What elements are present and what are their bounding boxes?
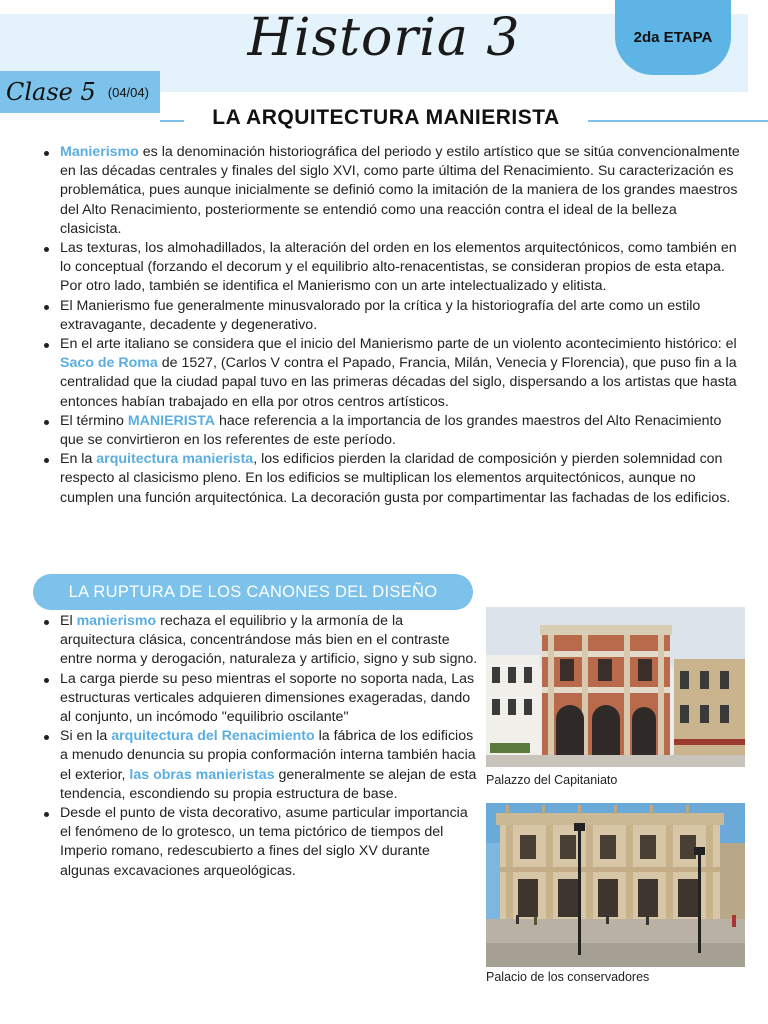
list-item: El manierismo rechaza el equilibrio y la armonía de la arquitectura clásica, concentrándose más bien en el contraste entre norma y derogación, naturaleza y artificio, signo y sub signo. <box>30 612 480 670</box>
title-rule-right <box>588 120 768 122</box>
highlight-term: manierismo <box>76 613 157 629</box>
intro-list <box>30 143 740 508</box>
page-title: Historia 3 <box>247 8 521 68</box>
rupture-list <box>30 612 480 881</box>
list-item: Manierismo es la denominación historiográfica del periodo y estilo artístico que se sitúa convencionalmente en las décadas centrales y finales del siglo XVI, como parte última del Renacimiento. Su caracterización es problemática, pues aunque inicialmente se definió como la imitación de la maniera de los grandes maestros del Alto Renacimiento, posteriormente se entendió como una reacción contra el ideal de la belleza clasicista. <box>30 143 740 239</box>
title-rule-left <box>160 120 184 122</box>
highlight-term: las obras manieristas <box>129 766 275 783</box>
main-title-row <box>0 106 768 136</box>
class-label: Clase 5 <box>6 78 96 106</box>
list-item: Las texturas, los almohadillados, la alteración del orden en los elementos arquitectónicos, como también en lo conceptual (forzando el decorum y el equilibrio alto-renacentistas, se consideran propios de esta etapa. Por otro lado, también se identifica el Manierismo con un arte intelectualizado y elitista. <box>30 239 740 297</box>
highlight-term: MANIERISTA <box>127 412 216 429</box>
list-item: El término MANIERISTA hace referencia a la importancia de los grandes maestros del Alto Renacimiento que se convirtieron en los referentes de este período. <box>30 412 740 450</box>
list-item: En el arte italiano se considera que el inicio del Manierismo parte de un violento acontecimiento histórico: el Saco de Roma de 1527, (Carlos V contra el Papado, Francia, Milán, Venecia y Florencia), que puso fin a la centralidad que la ciudad papal tuvo en las primeras décadas del siglo, dispersando a los artistas que hasta entonces habían trabajado en ella por otros centros artísticos. <box>30 335 740 412</box>
photo-caption: Palacio de los conservadores <box>486 970 650 984</box>
section-heading: LA RUPTURA DE LOS CANONES DEL DISEÑO <box>33 574 473 610</box>
palacio-conservadores-photo <box>486 803 745 967</box>
highlight-term: Saco de Roma <box>60 355 158 372</box>
list-item: El Manierismo fue generalmente minusvalorado por la crítica y la historiografía del arte como un estilo extravagante, decadente y degenerativo. <box>30 297 740 335</box>
highlight-term: Manierismo <box>60 144 139 160</box>
list-item: La carga pierde su peso mientras el soporte no soporta nada, Las estructuras verticales adquieren dimensiones exageradas, dando al conjunto, un incómodo "equilibrio oscilante" <box>30 670 480 728</box>
class-date: (04/04) <box>107 84 149 100</box>
list-item: Si en la arquitectura del Renacimiento la fábrica de los edificios a menudo denuncia su propia conformación interna también hacia el exterior, las obras manieristas generalmente se alejan de esta tendencia, escondiendo su propia estructura de base. <box>30 727 480 804</box>
list-item: Desde el punto de vista decorativo, asume particular importancia el fenómeno de lo grotesco, un tema pictórico de tiempos del Imperio romano, redescubierto a fines del siglo XV durante algunas excavaciones arqueológicas. <box>30 804 480 881</box>
highlight-term: arquitectura del Renacimiento <box>111 728 315 745</box>
stage-badge: 2da ETAPA <box>615 0 731 75</box>
list-item: En la arquitectura manierista, los edificios pierden la claridad de composición y pierden solemnidad con respecto al clasicismo pleno. En los edificios se multiplican los elementos arquitectónicos, aunque no cumplen una función arquitectónica. La decoración gusta por compartimentar las fachadas de los edificios. <box>30 450 740 508</box>
highlight-term: arquitectura manierista <box>96 451 254 468</box>
photo-caption: Palazzo del Capitaniato <box>486 773 618 787</box>
main-title: LA ARQUITECTURA MANIERISTA <box>212 106 560 129</box>
palazzo-capitaniato-photo <box>486 607 745 767</box>
